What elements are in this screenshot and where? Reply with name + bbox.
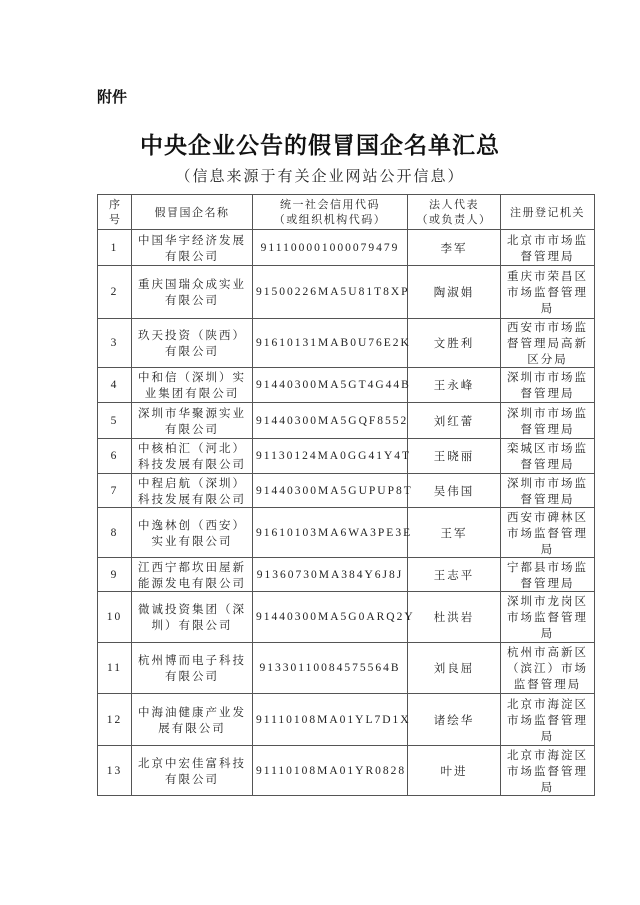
cell-seq: 6: [98, 439, 132, 474]
cell-authority: 深圳市市场监督管理局: [501, 474, 595, 508]
cell-seq: 12: [98, 694, 132, 746]
cell-credit-code: 91440300MA5G0ARQ2Y: [253, 592, 408, 643]
cell-company-name: 微诚投资集团（深圳）有限公司: [132, 592, 253, 643]
cell-seq: 9: [98, 558, 132, 592]
cell-representative: 王晓丽: [408, 439, 501, 474]
cell-company-name: 深圳市华聚源实业有限公司: [132, 403, 253, 439]
cell-seq: 4: [98, 368, 132, 403]
cell-credit-code: 91440300MA5GUPUP8T: [253, 474, 408, 508]
cell-authority: 栾城区市场监督管理局: [501, 439, 595, 474]
header-name: 假冒国企名称: [132, 195, 253, 230]
cell-credit-code: 91440300MA5GQF8552: [253, 403, 408, 439]
cell-credit-code: 91110108MA01YR0828: [253, 746, 408, 796]
cell-authority: 北京市市场监督管理局: [501, 230, 595, 266]
table-row: [98, 403, 595, 439]
cell-representative: 叶进: [408, 746, 501, 796]
cell-credit-code: 91610103MA6WA3PE3E: [253, 508, 408, 558]
cell-authority: 宁都县市场监督管理局: [501, 558, 595, 592]
cell-representative: 李军: [408, 230, 501, 266]
cell-credit-code: 91130124MA0GG41Y4T: [253, 439, 408, 474]
header-authority: 注册登记机关: [501, 195, 595, 230]
attachment-label: 附件: [97, 88, 128, 106]
document-subtitle: （信息来源于有关企业网站公开信息）: [175, 167, 465, 185]
cell-authority: 北京市海淀区市场监督管理局: [501, 746, 595, 796]
cell-company-name: 杭州博而电子科技有限公司: [132, 643, 253, 694]
table-row: [98, 474, 595, 508]
table-row: [98, 508, 595, 558]
table-row: [98, 558, 595, 592]
table-header-row: [98, 195, 595, 230]
document-title: 中央企业公告的假冒国企名单汇总: [140, 133, 500, 159]
cell-seq: 13: [98, 746, 132, 796]
table-row: [98, 746, 595, 796]
cell-representative: 刘良屈: [408, 643, 501, 694]
cell-authority: 深圳市市场监督管理局: [501, 403, 595, 439]
header-rep-line2: （或负责人）: [416, 213, 492, 226]
cell-company-name: 中逸林创（西安）实业有限公司: [132, 508, 253, 558]
cell-company-name: 重庆国瑞众成实业有限公司: [132, 266, 253, 319]
cell-credit-code: 911100001000079479: [253, 230, 408, 266]
cell-representative: 杜洪岩: [408, 592, 501, 643]
table-row: [98, 319, 595, 368]
cell-authority: 西安市碑林区市场监督管理局: [501, 508, 595, 558]
cell-representative: 文胜利: [408, 319, 501, 368]
cell-company-name: 江西宁都坎田屋新能源发电有限公司: [132, 558, 253, 592]
cell-authority: 杭州市高新区（滨江）市场监督管理局: [501, 643, 595, 694]
cell-credit-code: 91440300MA5GT4G44B: [253, 368, 408, 403]
header-seq: 序号: [98, 195, 132, 230]
fake-soe-table: [97, 194, 595, 796]
cell-company-name: 中和信（深圳）实业集团有限公司: [132, 368, 253, 403]
table-row: [98, 643, 595, 694]
header-code-line1: 统一社会信用代码: [280, 198, 380, 211]
cell-seq: 3: [98, 319, 132, 368]
cell-company-name: 玖天投资（陕西）有限公司: [132, 319, 253, 368]
table-row: [98, 368, 595, 403]
cell-credit-code: 91110108MA01YL7D1X: [253, 694, 408, 746]
cell-authority: 深圳市市场监督管理局: [501, 368, 595, 403]
cell-credit-code: 91330110084575564B: [253, 643, 408, 694]
cell-credit-code: 91610131MAB0U76E2K: [253, 319, 408, 368]
table-row: [98, 439, 595, 474]
table-row: [98, 230, 595, 266]
cell-authority: 重庆市荣昌区市场监督管理局: [501, 266, 595, 319]
header-code-line2: （或组织机构代码）: [273, 213, 387, 226]
cell-company-name: 中海油健康产业发展有限公司: [132, 694, 253, 746]
table-body: [98, 230, 595, 796]
cell-credit-code: 91500226MA5U81T8XP: [253, 266, 408, 319]
cell-authority: 北京市海淀区市场监督管理局: [501, 694, 595, 746]
cell-seq: 11: [98, 643, 132, 694]
cell-representative: 吴伟国: [408, 474, 501, 508]
cell-authority: 深圳市龙岗区市场监督管理局: [501, 592, 595, 643]
cell-company-name: 北京中宏佳富科技有限公司: [132, 746, 253, 796]
cell-company-name: 中国华宇经济发展有限公司: [132, 230, 253, 266]
table-row: [98, 592, 595, 643]
cell-seq: 2: [98, 266, 132, 319]
cell-representative: 王永峰: [408, 368, 501, 403]
cell-representative: 王志平: [408, 558, 501, 592]
cell-representative: 王军: [408, 508, 501, 558]
cell-seq: 1: [98, 230, 132, 266]
cell-representative: 刘红蕾: [408, 403, 501, 439]
header-code: [253, 195, 408, 230]
table-row: [98, 694, 595, 746]
cell-seq: 8: [98, 508, 132, 558]
cell-seq: 10: [98, 592, 132, 643]
cell-company-name: 中程启航（深圳）科技发展有限公司: [132, 474, 253, 508]
header-rep-line1: 法人代表: [429, 198, 479, 211]
cell-seq: 5: [98, 403, 132, 439]
header-representative: [408, 195, 501, 230]
cell-authority: 西安市市场监督管理局高新区分局: [501, 319, 595, 368]
cell-seq: 7: [98, 474, 132, 508]
cell-representative: 诸绘华: [408, 694, 501, 746]
cell-company-name: 中核柏汇（河北）科技发展有限公司: [132, 439, 253, 474]
table-row: [98, 266, 595, 319]
cell-credit-code: 91360730MA384Y6J8J: [253, 558, 408, 592]
cell-representative: 陶淑娟: [408, 266, 501, 319]
